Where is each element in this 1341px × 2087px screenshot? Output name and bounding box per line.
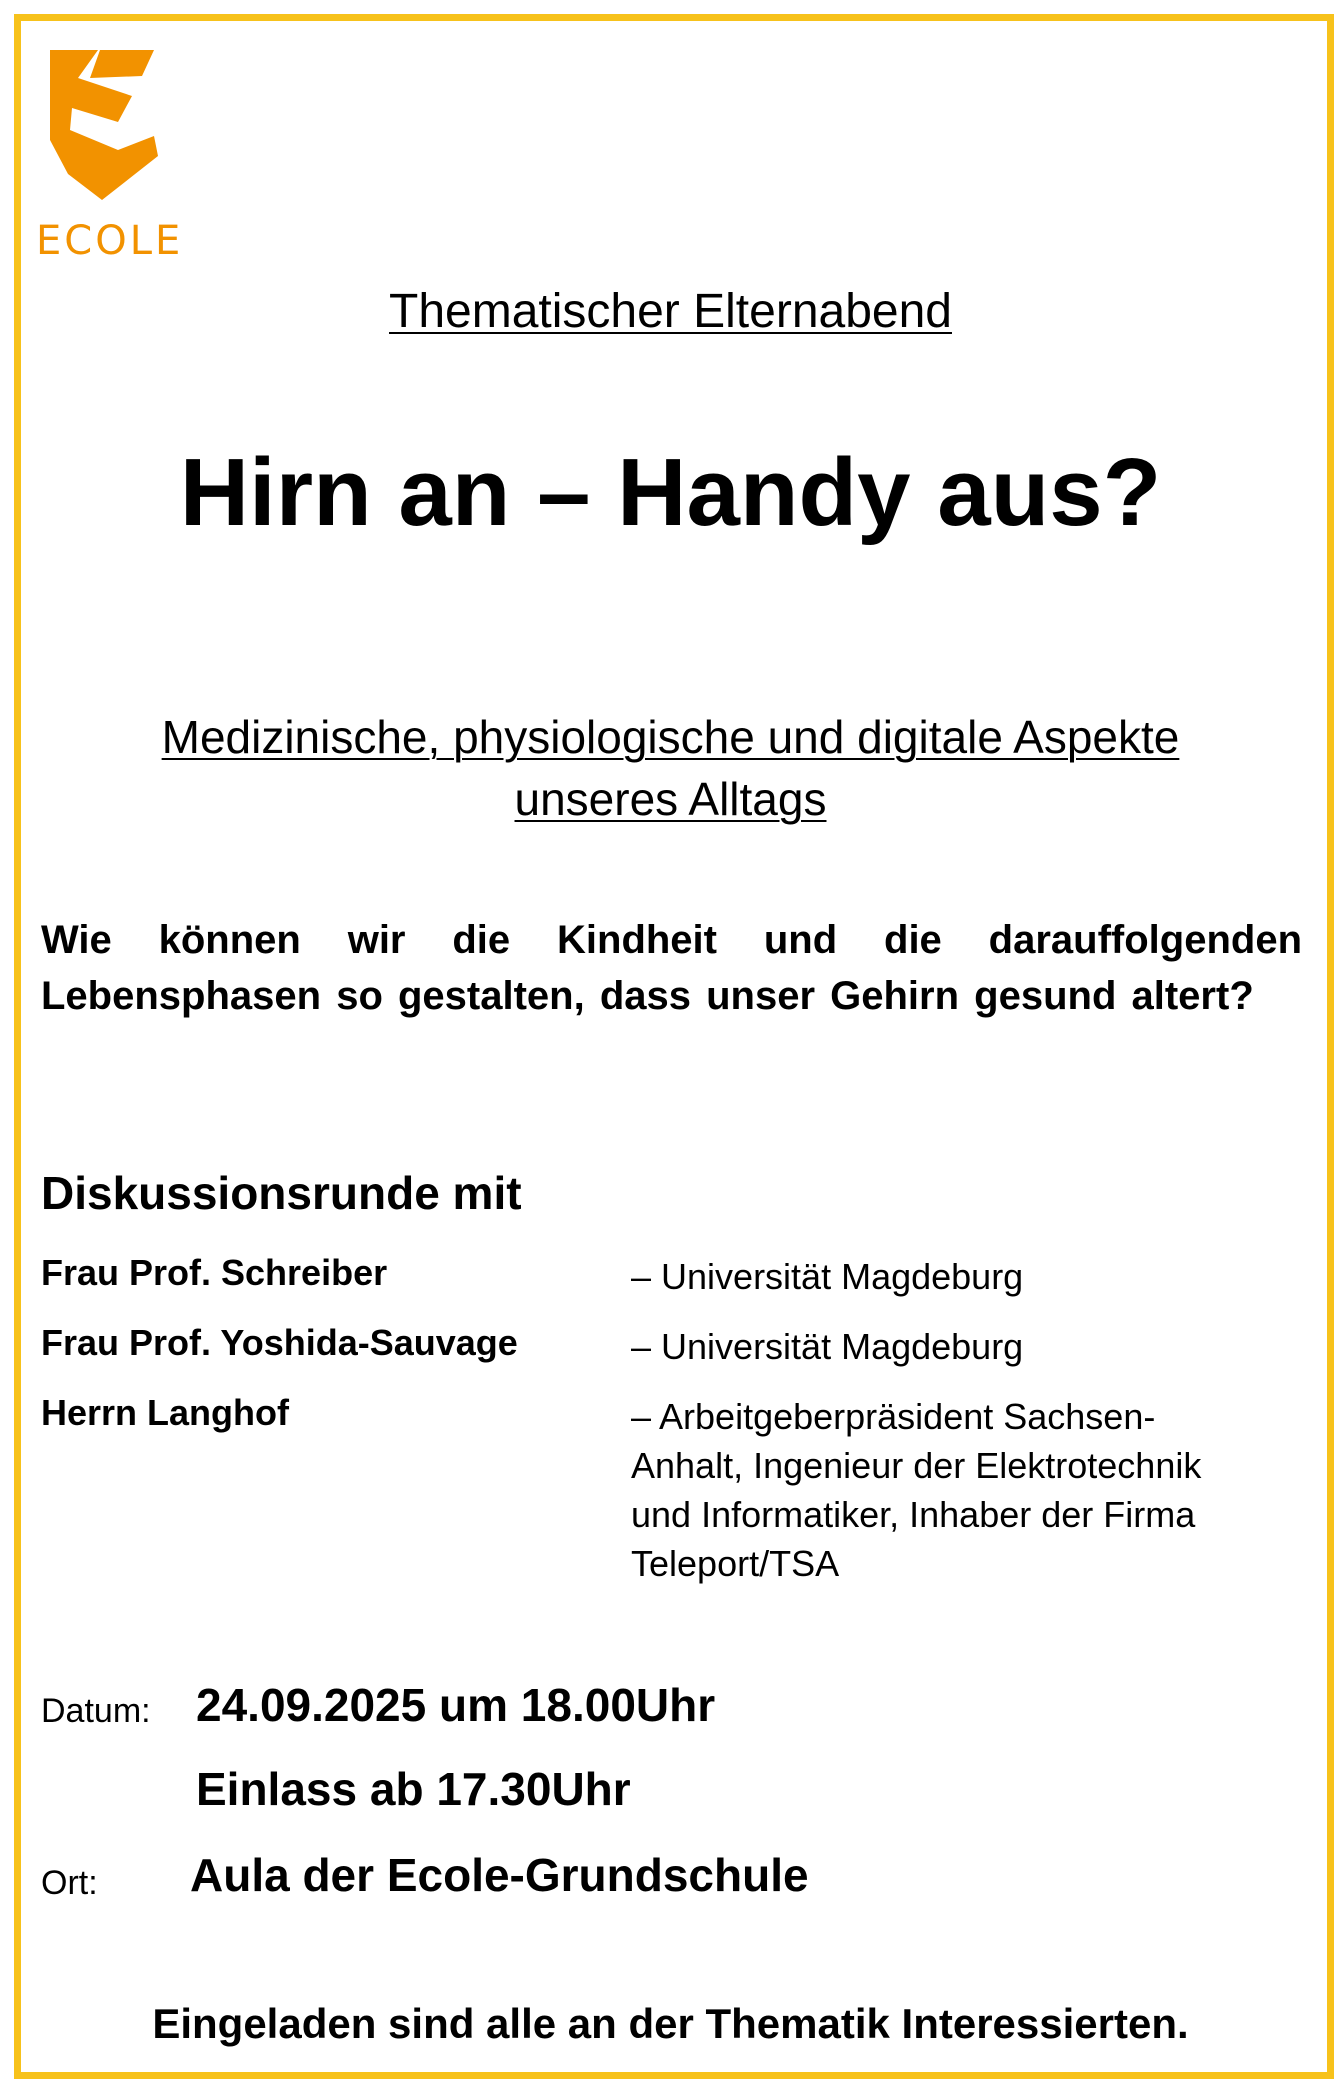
panel-title: Diskussionsrunde mit xyxy=(41,1167,522,1219)
panel-member-name: Herrn Langhof xyxy=(41,1392,289,1433)
poster-subtitle xyxy=(100,706,1241,830)
ecole-logo xyxy=(36,50,184,264)
date-value: 24.09.2025 um 18.00Uhr xyxy=(196,1679,716,1731)
panel-member-affiliation: – Universität Magdeburg xyxy=(631,1256,1024,1297)
place-value: Aula der Ecole-Grundschule xyxy=(190,1849,809,1901)
entry-time: Einlass ab 17.30Uhr xyxy=(196,1763,631,1815)
subtitle-line-2: unseres Alltags xyxy=(514,773,827,825)
poster-headline: Hirn an – Handy aus? xyxy=(179,439,1162,546)
panel-member-affiliation: – Universität Magdeburg xyxy=(631,1326,1024,1367)
invitation-line: Eingeladen sind alle an der Thematik Interessierten. xyxy=(152,2000,1189,2047)
date-label: Datum: xyxy=(41,1692,151,1730)
panel-member-name: Frau Prof. Yoshida-Sauvage xyxy=(41,1322,518,1363)
place-label: Ort: xyxy=(41,1864,98,1902)
panel-member-affiliation: – Arbeitgeberpräsident Sachsen-Anhalt, Ingenieur der Elektrotechnik und Informatiker, Inhaber der Firma Teleport/TSA xyxy=(631,1396,1202,1584)
guiding-question: Wie können wir die Kindheit und die darauffolgenden Lebensphasen so gestalten, dass unser Gehirn gesund altert? xyxy=(41,918,1302,1018)
event-type: Thematischer Elternabend xyxy=(389,285,952,338)
logo-text: ECOLE xyxy=(36,218,184,264)
subtitle-line-1: Medizinische, physiologische und digitale Aspekte xyxy=(161,711,1180,763)
panel-member-name: Frau Prof. Schreiber xyxy=(41,1252,388,1293)
ecole-shield-icon xyxy=(50,50,160,200)
